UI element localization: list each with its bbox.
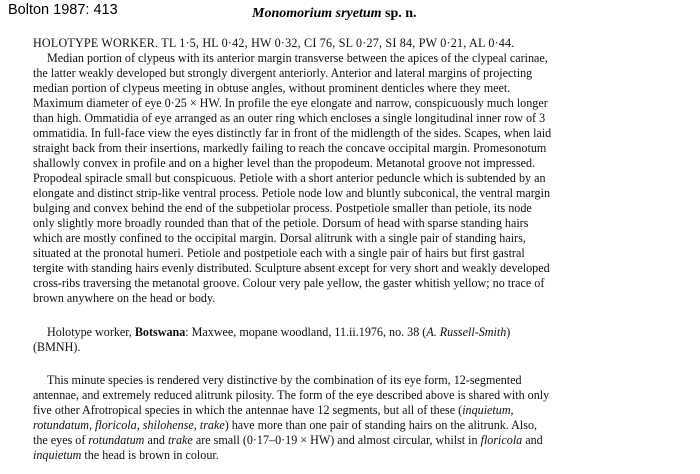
remarks-line: antennae, and extremely reduced alitrunk pilosity. The form of the eye described above is shared with only bbox=[33, 388, 550, 402]
remarks-line bbox=[33, 433, 685, 448]
description-line: Median portion of clypeus with its anterior margin transverse between the apices of the clypeal carinae, bbox=[47, 51, 548, 65]
description-line: tergite with standing hairs evenly distributed. Sculpture absent except for very short and weakly developed bbox=[33, 261, 550, 275]
species-title bbox=[252, 6, 417, 22]
species-ref: rotundatum, floricola, shilohense, trake bbox=[33, 418, 225, 432]
holotype-country: Botswana bbox=[134, 325, 186, 339]
holotype-lead: Holotype worker, bbox=[47, 325, 135, 339]
species-suffix: sp. n. bbox=[381, 6, 417, 21]
remarks-line bbox=[33, 418, 685, 433]
remarks-text: and bbox=[144, 433, 168, 447]
description-line: which are mostly confined to the occipital margin. Dorsal alitrunk with a single pair of standing hairs, bbox=[33, 231, 526, 245]
remarks-line bbox=[33, 403, 685, 418]
remarks-text: the head is brown in colour. bbox=[81, 448, 219, 462]
remarks-line: This minute species is rendered very distinctive by the combination of its eye form, 12-segmented bbox=[47, 373, 522, 387]
species-name: Monomorium sryetum bbox=[252, 6, 382, 21]
remarks-text: and bbox=[522, 433, 543, 447]
description-line: than high. Ommatidia of eye arranged as an outer ring which encloses a single longitudinal inner row of 3 bbox=[33, 111, 546, 125]
holotype-collector: A. Russell-Smith bbox=[426, 325, 507, 339]
remarks-text: ) have more than one pair of standing hairs on the alitrunk. Also, bbox=[224, 418, 538, 432]
description-line: Maximum diameter of eye 0·25 × HW. In profile the eye elongate and narrow, conspicuously much longer bbox=[33, 96, 548, 110]
description-line: straight back from their insertions, markedly failing to reach the concave occipital margin. Promesonotum bbox=[33, 141, 547, 155]
species-ref: rotundatum bbox=[88, 433, 145, 447]
species-ref: inquietum, bbox=[462, 403, 514, 417]
description-line: situated at the pronotal humeri. Petiole and postpetiole each with a single pair of hairs but first gastral bbox=[33, 246, 525, 260]
description-line: only slightly more broadly rounded than that of the petiole. Dorsum of head with sparse standing hairs bbox=[33, 216, 529, 230]
description-line: the latter weakly developed but strongly divergent anteriorly. Anterior and lateral margins of projecting bbox=[33, 66, 533, 80]
holotype-locality: : Maxwee, mopane woodland, 11.ii.1976, no. 38 ( bbox=[185, 325, 427, 339]
holotype-line bbox=[33, 325, 685, 340]
measurements-line: HOLOTYPE WORKER. TL 1·5, HL 0·42, HW 0·32, CI 76, SL 0·27, SI 84, PW 0·21, AL 0·44. bbox=[33, 36, 515, 50]
description-paragraph bbox=[33, 36, 685, 306]
holotype-paragraph bbox=[33, 325, 685, 355]
description-line: elongate and distinct strip-like ventral process. Petiole node low and bluntly subconical, the ventral margin bbox=[33, 186, 550, 200]
description-line: cross-ribs traversing the metanotal groove. Colour very pale yellow, the gaster whitish yellow; no trace of bbox=[33, 276, 545, 290]
holotype-repository: (BMNH). bbox=[33, 340, 81, 354]
description-line: shallowly convex in profile and on a higher level than the propodeum. Metanotal groove not impressed. bbox=[33, 156, 536, 170]
remarks-text: are small (0·17–0·19 × HW) and almost circular, whilst in bbox=[192, 433, 481, 447]
species-ref: inquietum bbox=[33, 448, 82, 462]
holotype-close: ) bbox=[506, 325, 511, 339]
description-line: brown anywhere on the head or body. bbox=[33, 291, 216, 305]
description-line: Propodeal spiracle small but conspicuous. Petiole with a short anterior peduncle which is subtended by an bbox=[33, 171, 546, 185]
description-line: ommatidia. In full-face view the eyes distinctly far in front of the midlength of the sides. Scapes, when laid bbox=[33, 126, 552, 140]
species-ref: floricola bbox=[480, 433, 523, 447]
remarks-text: five other Afrotropical species in which the antennae have 12 segments, but all of these ( bbox=[33, 403, 463, 417]
remarks-text: the eyes of bbox=[33, 433, 89, 447]
description-line: bulging and convex behind the end of the subpetiolar process. Postpetiole smaller than petiole, its node bbox=[33, 201, 532, 215]
description-line: median portion of clypeus meeting in obtuse angles, without prominent denticles where they meet. bbox=[33, 81, 511, 95]
remarks-paragraph bbox=[33, 373, 685, 463]
species-ref: trake bbox=[167, 433, 193, 447]
remarks-line bbox=[33, 448, 685, 463]
citation-label: Bolton 1987: 413 bbox=[8, 2, 118, 18]
